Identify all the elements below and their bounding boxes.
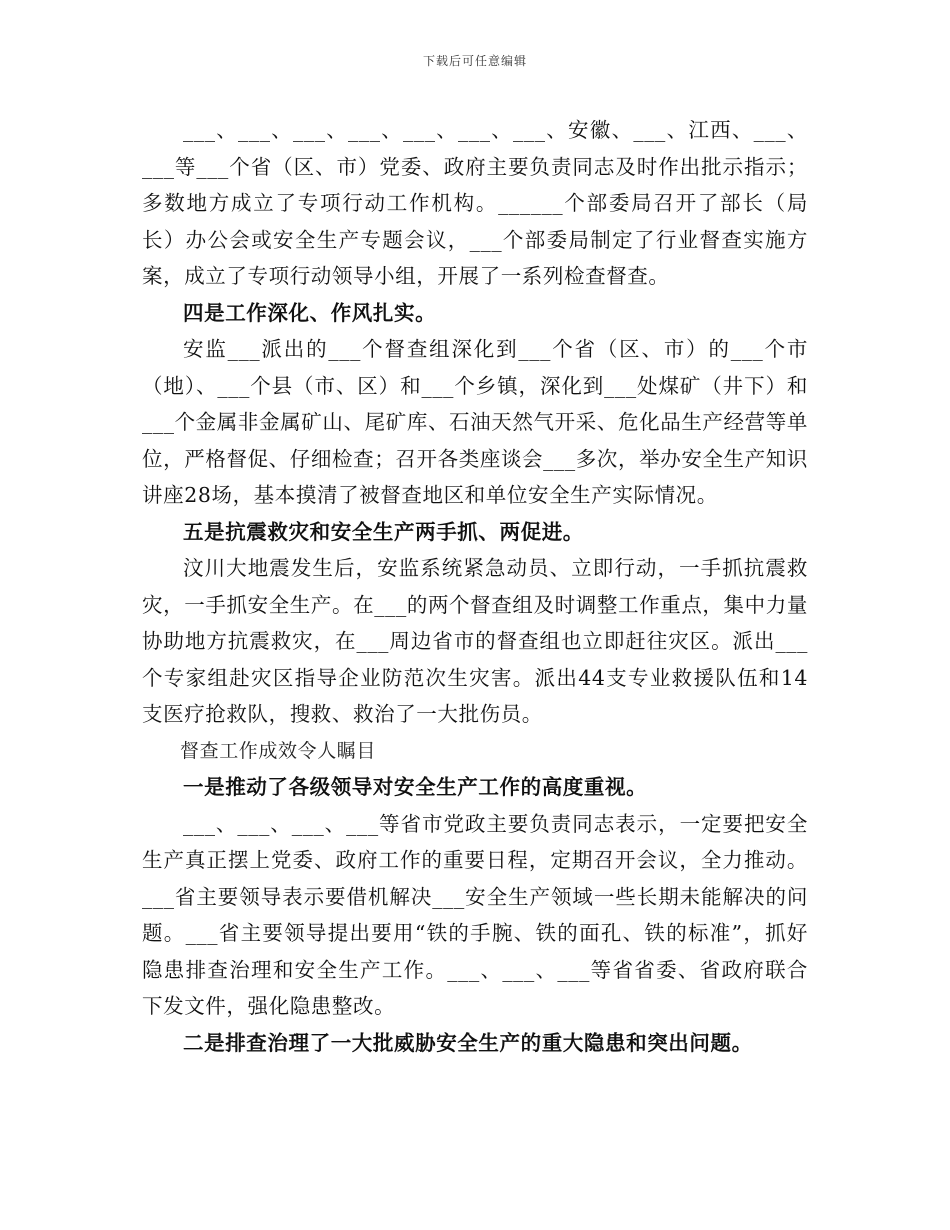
heading-four: 四是工作深化、作风扎实。 <box>183 300 437 325</box>
heading-five: 五是抗震救灾和安全生产两手抓、两促进。 <box>183 519 584 544</box>
subheading-results: 督查工作成效令人瞩目 <box>180 739 377 762</box>
paragraph-inspection-teams: 安监___派出的___个督查组深化到___个省（区、市）的___个市（地）、___个县（市、区）和___个乡镇，深化到___处煤矿（井下）和___个金属非金属矿山、尾矿库、石油天然气开采、危化品生产经营等单位，严格督促、仔细检查；召开各类座谈会___多次，举办安全生产知识讲座28场，基本摸清了被督查地区和单位安全生产实际情况。 <box>142 337 808 507</box>
paragraph-leadership: ___、___、___、___等省市党政主要负责同志表示，一定要把安全生产真正摆上党委、政府工作的重要日程，定期召开会议，全力推动。___省主要领导表示要借机解决___安全生产领域一些长期未能解决的问题。___省主要领导提出要用“铁的手腕、铁的面孔、铁的标准”，抓好隐患排查治理和安全生产工作。___、___、___等省省委、省政府联合下发文件，强化隐患整改。 <box>142 811 808 1018</box>
heading-one: 一是推动了各级领导对安全生产工作的高度重视。 <box>183 775 648 799</box>
document-body <box>142 112 808 1061</box>
paragraph-earthquake: 汶川大地震发生后，安监系统紧急动员、立即行动，一手抓抗震救灾，一手抓安全生产。在___的两个督查组及时调整工作重点，集中力量协助地方抗震救灾，在___周边省市的督查组也立即赶往灾区。派出___个专家组赴灾区指导企业防范次生灾害。派出44支专业救援队伍和14支医疗抢救队，搜救、救治了一大批伤员。 <box>142 556 808 726</box>
heading-two: 二是排查治理了一大批威胁安全生产的重大隐患和突出问题。 <box>183 1030 753 1055</box>
paragraph-provinces-instructions: ___、___、___、___、___、___、___、安徽、___、江西、___、___等___个省（区、市）党委、政府主要负责同志及时作出批示指示；多数地方成立了专项行动工作机构。______个部委局召开了部长（局长）办公会或安全生产专题会议，___个部委局制定了行业督查实施方案，成立了专项行动领导小组，开展了一系列检查督查。 <box>142 118 808 288</box>
page-header: 下载后可任意编辑 <box>422 54 527 68</box>
